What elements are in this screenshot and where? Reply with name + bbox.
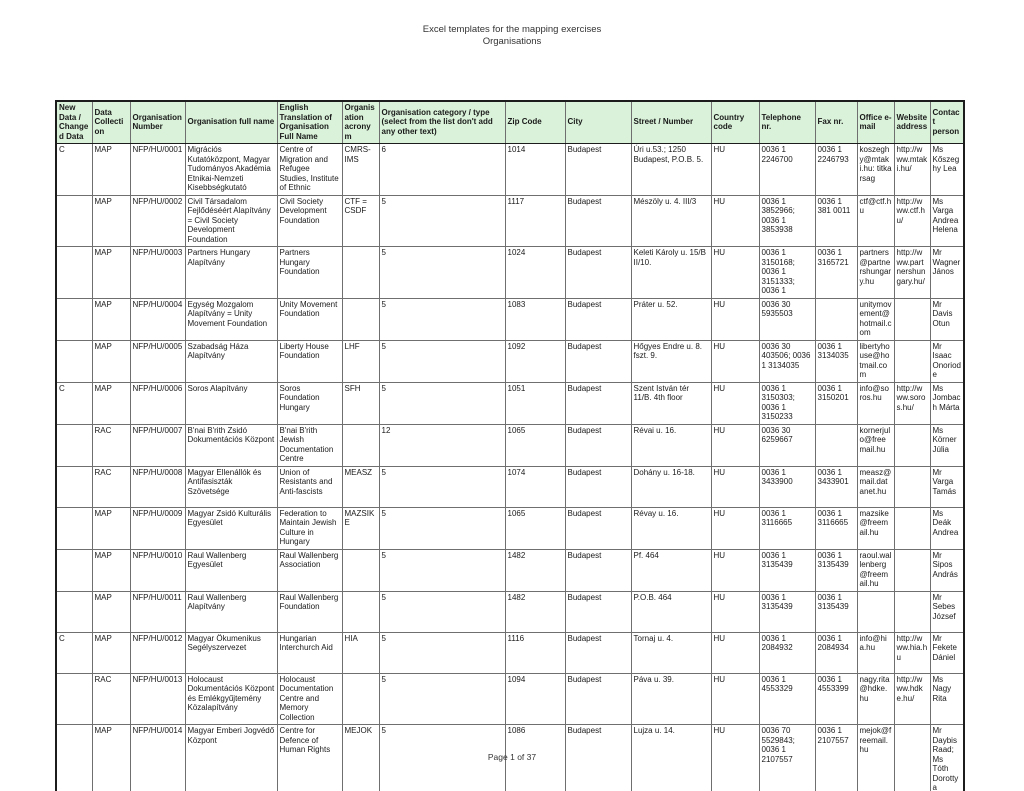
cell: Ms Deák Andrea <box>930 507 964 549</box>
cell: HU <box>711 144 759 196</box>
column-header: Organisation acronym <box>342 101 379 144</box>
cell: kornerjulo@freemail.hu <box>857 424 894 466</box>
cell: HU <box>711 549 759 591</box>
cell <box>894 466 930 507</box>
cell: NFP/HU/0003 <box>130 247 185 299</box>
cell: HU <box>711 247 759 299</box>
cell: Keleti Károly u. 15/B II/10. <box>631 247 711 299</box>
cell: RAC <box>92 673 130 725</box>
column-header: Organisation category / type (select from the list don't add any other text) <box>379 101 505 144</box>
cell: MEJOK <box>342 725 379 791</box>
cell: Budapest <box>565 507 631 549</box>
cell: MAP <box>92 247 130 299</box>
cell: 5 <box>379 247 505 299</box>
table-row <box>56 340 964 382</box>
column-header: Fax nr. <box>815 101 857 144</box>
cell: raoul.wallenberg@freemail.hu <box>857 549 894 591</box>
cell: Hungarian Interchurch Aid <box>277 632 342 673</box>
cell <box>342 424 379 466</box>
cell <box>894 340 930 382</box>
cell <box>56 247 92 299</box>
cell: HIA <box>342 632 379 673</box>
cell: 1065 <box>505 507 565 549</box>
cell: Ms Körner Júlia <box>930 424 964 466</box>
column-header: City <box>565 101 631 144</box>
cell: NFP/HU/0010 <box>130 549 185 591</box>
cell: koszeghy@mtaki.hu: titkarsag <box>857 144 894 196</box>
cell: Partners Hungary Foundation <box>277 247 342 299</box>
cell: HU <box>711 382 759 424</box>
cell: Unity Movement Foundation <box>277 298 342 340</box>
cell: Ms Varga Andrea Helena <box>930 195 964 247</box>
cell: Mr Fekete Dániel <box>930 632 964 673</box>
cell: Holocaust Documentation Centre and Memory Collection <box>277 673 342 725</box>
cell: Budapest <box>565 466 631 507</box>
org-table-body <box>56 144 964 791</box>
cell: Úri u.53.; 1250 Budapest, P.O.B. 5. <box>631 144 711 196</box>
cell: Liberty House Foundation <box>277 340 342 382</box>
cell: MAP <box>92 382 130 424</box>
cell: 5 <box>379 466 505 507</box>
cell <box>56 424 92 466</box>
table-row <box>56 632 964 673</box>
cell: info@soros.hu <box>857 382 894 424</box>
cell: Budapest <box>565 382 631 424</box>
cell <box>56 673 92 725</box>
cell: Budapest <box>565 673 631 725</box>
cell: SFH <box>342 382 379 424</box>
cell: B'nai B'rith Zsidó Dokumentációs Központ <box>185 424 277 466</box>
cell <box>342 591 379 632</box>
cell: MAP <box>92 549 130 591</box>
cell: Szabadság Háza Alapítvány <box>185 340 277 382</box>
cell: 0036 1 2107557 <box>815 725 857 791</box>
cell: HU <box>711 507 759 549</box>
cell: Páva u. 39. <box>631 673 711 725</box>
cell <box>56 507 92 549</box>
cell: NFP/HU/0014 <box>130 725 185 791</box>
cell: NFP/HU/0011 <box>130 591 185 632</box>
cell: 0036 30 6259667 <box>759 424 815 466</box>
cell: Mr Sebes József <box>930 591 964 632</box>
cell: Raul Wallenberg Foundation <box>277 591 342 632</box>
cell: 12 <box>379 424 505 466</box>
cell: nagy.rita@hdke.hu <box>857 673 894 725</box>
cell: 5 <box>379 298 505 340</box>
cell: 0036 1 3150201 <box>815 382 857 424</box>
cell: Federation to Maintain Jewish Culture in Hungary <box>277 507 342 549</box>
cell: Soros Alapítvány <box>185 382 277 424</box>
cell: unitymovement@hotmail.com <box>857 298 894 340</box>
column-header: Organisation full name <box>185 101 277 144</box>
cell: MAP <box>92 195 130 247</box>
cell: Migrációs Kutatóközpont, Magyar Tudományos Akadémia Etnikai-Nemzeti Kisebbségkutató <box>185 144 277 196</box>
cell: LHF <box>342 340 379 382</box>
cell: http://www.partnershungary.hu/ <box>894 247 930 299</box>
cell: 0036 1 3150303; 0036 1 3150233 <box>759 382 815 424</box>
cell: 5 <box>379 340 505 382</box>
cell: C <box>56 632 92 673</box>
cell: 5 <box>379 673 505 725</box>
cell <box>815 298 857 340</box>
cell: 0036 1 3135439 <box>815 591 857 632</box>
cell: measz@mail.datanet.hu <box>857 466 894 507</box>
cell: 0036 1 3135439 <box>815 549 857 591</box>
cell: HU <box>711 725 759 791</box>
cell: Hőgyes Endre u. 8. fszt. 9. <box>631 340 711 382</box>
cell: 0036 1 3433900 <box>759 466 815 507</box>
cell: 0036 1 2246793 <box>815 144 857 196</box>
cell: Pf. 464 <box>631 549 711 591</box>
table-row <box>56 144 964 196</box>
cell: Budapest <box>565 632 631 673</box>
cell <box>857 591 894 632</box>
cell: Lujza u. 14. <box>631 725 711 791</box>
cell: 0036 1 3150168; 0036 1 3151333; 0036 1 <box>759 247 815 299</box>
column-header: Zip Code <box>505 101 565 144</box>
table-row <box>56 424 964 466</box>
column-header: Website address <box>894 101 930 144</box>
cell: Centre for Defence of Human Rights <box>277 725 342 791</box>
cell: 5 <box>379 195 505 247</box>
cell: MAP <box>92 340 130 382</box>
organisations-table-wrapper <box>55 100 963 791</box>
cell: 1117 <box>505 195 565 247</box>
cell: Révai u. 16. <box>631 424 711 466</box>
cell: libertyhouse@hotmail.com <box>857 340 894 382</box>
cell: Union of Resistants and Anti-fascists <box>277 466 342 507</box>
cell <box>56 591 92 632</box>
column-header: Street / Number <box>631 101 711 144</box>
cell: Egység Mozgalom Alapítvány = Unity Movement Foundation <box>185 298 277 340</box>
cell: 0036 1 4553399 <box>815 673 857 725</box>
header-row <box>56 101 964 144</box>
cell: Mr Wagner János <box>930 247 964 299</box>
cell: 0036 1 3433901 <box>815 466 857 507</box>
cell: Ms Jombach Márta <box>930 382 964 424</box>
cell: 5 <box>379 632 505 673</box>
cell: MAP <box>92 507 130 549</box>
cell: CMRS-IMS <box>342 144 379 196</box>
table-row <box>56 247 964 299</box>
cell: 1024 <box>505 247 565 299</box>
cell <box>56 466 92 507</box>
cell: Práter u. 52. <box>631 298 711 340</box>
cell: 0036 1 3134035 <box>815 340 857 382</box>
cell <box>894 298 930 340</box>
cell: HU <box>711 195 759 247</box>
cell: MAP <box>92 144 130 196</box>
cell: 1014 <box>505 144 565 196</box>
column-header: Country code <box>711 101 759 144</box>
cell: NFP/HU/0005 <box>130 340 185 382</box>
cell: HU <box>711 632 759 673</box>
table-row <box>56 549 964 591</box>
cell: 0036 30 5935503 <box>759 298 815 340</box>
cell <box>894 591 930 632</box>
table-row <box>56 466 964 507</box>
cell: MAP <box>92 591 130 632</box>
cell: HU <box>711 591 759 632</box>
cell: Soros Foundation Hungary <box>277 382 342 424</box>
cell <box>342 298 379 340</box>
cell: RAC <box>92 424 130 466</box>
cell: Mr Isaac Onoriode <box>930 340 964 382</box>
column-header: Organisation Number <box>130 101 185 144</box>
cell: 0036 1 3165721 <box>815 247 857 299</box>
document-title-line1: Excel templates for the mapping exercises <box>422 24 602 35</box>
column-header: Data Collection <box>92 101 130 144</box>
cell: 0036 1 381 0011 <box>815 195 857 247</box>
cell: Budapest <box>565 247 631 299</box>
cell: 1051 <box>505 382 565 424</box>
cell <box>342 549 379 591</box>
cell: Mr Varga Tamás <box>930 466 964 507</box>
cell: Dohány u. 16-18. <box>631 466 711 507</box>
cell: Holocaust Dokumentációs Központ és Emlékgyűjtemény Közalapítvány <box>185 673 277 725</box>
cell: 5 <box>379 549 505 591</box>
table-row <box>56 591 964 632</box>
cell: NFP/HU/0002 <box>130 195 185 247</box>
cell: 1482 <box>505 591 565 632</box>
cell: 0036 30 403506; 0036 1 3134035 <box>759 340 815 382</box>
cell: 5 <box>379 725 505 791</box>
cell: NFP/HU/0007 <box>130 424 185 466</box>
cell: Civil Társadalom Fejlődéséért Alapítvány = Civil Society Development Foundation <box>185 195 277 247</box>
column-header: Telephone nr. <box>759 101 815 144</box>
cell: Magyar Zsidó Kulturális Egyesület <box>185 507 277 549</box>
cell: Raul Wallenberg Egyesület <box>185 549 277 591</box>
cell: Mr Sipos András <box>930 549 964 591</box>
cell: MAP <box>92 632 130 673</box>
cell <box>894 549 930 591</box>
cell: NFP/HU/0013 <box>130 673 185 725</box>
cell: 0036 1 3116665 <box>815 507 857 549</box>
cell <box>342 247 379 299</box>
cell: Budapest <box>565 424 631 466</box>
cell: 5 <box>379 507 505 549</box>
cell: C <box>56 144 92 196</box>
cell: MAZSIKE <box>342 507 379 549</box>
cell: 6 <box>379 144 505 196</box>
cell: 0036 1 2084932 <box>759 632 815 673</box>
cell: Révay u. 16. <box>631 507 711 549</box>
cell: 1092 <box>505 340 565 382</box>
cell: 0036 70 5529843; 0036 1 2107557 <box>759 725 815 791</box>
column-header: English Translation of Organisation Full Name <box>277 101 342 144</box>
cell: Ms Nagy Rita <box>930 673 964 725</box>
cell: http://www.hia.hu <box>894 632 930 673</box>
cell: Raul Wallenberg Alapítvány <box>185 591 277 632</box>
cell: 5 <box>379 382 505 424</box>
cell: NFP/HU/0004 <box>130 298 185 340</box>
cell: 5 <box>379 591 505 632</box>
cell <box>894 507 930 549</box>
cell: 1116 <box>505 632 565 673</box>
cell: 0036 1 3135439 <box>759 549 815 591</box>
cell: Mr Davis Otun <box>930 298 964 340</box>
cell: 1094 <box>505 673 565 725</box>
cell: 0036 1 4553329 <box>759 673 815 725</box>
cell <box>342 673 379 725</box>
cell: Mészöly u. 4. III/3 <box>631 195 711 247</box>
cell: Centre of Migration and Refugee Studies, Institute of Ethnic <box>277 144 342 196</box>
cell: Budapest <box>565 591 631 632</box>
cell: mejok@freemail.hu <box>857 725 894 791</box>
cell: P.O.B. 464 <box>631 591 711 632</box>
cell <box>56 340 92 382</box>
cell: CTF = CSDF <box>342 195 379 247</box>
cell: HU <box>711 466 759 507</box>
page-number: Page 1 of 37 <box>487 752 537 762</box>
cell: 0036 1 2246700 <box>759 144 815 196</box>
cell: MAP <box>92 298 130 340</box>
cell: ctf@ctf.hu <box>857 195 894 247</box>
cell: 1074 <box>505 466 565 507</box>
cell: C <box>56 382 92 424</box>
cell: HU <box>711 424 759 466</box>
cell: http://www.ctf.hu/ <box>894 195 930 247</box>
table-row <box>56 382 964 424</box>
cell: Mr Daybis Raad; Ms Tóth Dorottya <box>930 725 964 791</box>
cell: MEASZ <box>342 466 379 507</box>
cell: 0036 1 3135439 <box>759 591 815 632</box>
cell: Partners Hungary Alapítvány <box>185 247 277 299</box>
organisations-table <box>55 100 965 791</box>
cell: http://www.mtaki.hu/ <box>894 144 930 196</box>
cell <box>815 424 857 466</box>
cell: Budapest <box>565 144 631 196</box>
cell: Ms Kőszeghy Lea <box>930 144 964 196</box>
document-title-line2: Organisations <box>482 36 542 47</box>
cell: MAP <box>92 725 130 791</box>
table-row <box>56 298 964 340</box>
cell: NFP/HU/0008 <box>130 466 185 507</box>
cell: Budapest <box>565 195 631 247</box>
cell: 1083 <box>505 298 565 340</box>
cell: Budapest <box>565 298 631 340</box>
cell <box>56 549 92 591</box>
cell: http://www.hdke.hu/ <box>894 673 930 725</box>
column-header: Office e-mail <box>857 101 894 144</box>
cell: 0036 1 2084934 <box>815 632 857 673</box>
column-header: Contact person <box>930 101 964 144</box>
cell <box>56 298 92 340</box>
cell: NFP/HU/0009 <box>130 507 185 549</box>
cell: Budapest <box>565 725 631 791</box>
document-title <box>0 24 1024 48</box>
cell: Tornaj u. 4. <box>631 632 711 673</box>
cell: HU <box>711 340 759 382</box>
cell: 1086 <box>505 725 565 791</box>
cell: B'nai B'rith Jewish Documentation Centre <box>277 424 342 466</box>
cell: 0036 1 3852966; 0036 1 3853938 <box>759 195 815 247</box>
cell: Budapest <box>565 340 631 382</box>
cell: partners@partnershungary.hu <box>857 247 894 299</box>
cell: Szent István tér 11/B. 4th floor <box>631 382 711 424</box>
table-row <box>56 673 964 725</box>
cell: Magyar Ökumenikus Segélyszervezet <box>185 632 277 673</box>
cell <box>894 424 930 466</box>
cell: 1482 <box>505 549 565 591</box>
cell: 0036 1 3116665 <box>759 507 815 549</box>
cell: Raul Wallenberg Association <box>277 549 342 591</box>
table-row <box>56 507 964 549</box>
cell: HU <box>711 298 759 340</box>
cell: Magyar Emberi Jogvédő Központ <box>185 725 277 791</box>
cell: 1065 <box>505 424 565 466</box>
cell: HU <box>711 673 759 725</box>
cell: http://www.soros.hu/ <box>894 382 930 424</box>
table-row <box>56 195 964 247</box>
cell: Magyar Ellenállók és Antifasiszták Szövetsége <box>185 466 277 507</box>
cell: mazsike@freemail.hu <box>857 507 894 549</box>
cell: NFP/HU/0006 <box>130 382 185 424</box>
cell: Civil Society Development Foundation <box>277 195 342 247</box>
column-header: New Data / Changed Data <box>56 101 92 144</box>
cell <box>56 195 92 247</box>
cell: NFP/HU/0012 <box>130 632 185 673</box>
cell: RAC <box>92 466 130 507</box>
cell: Budapest <box>565 549 631 591</box>
cell: NFP/HU/0001 <box>130 144 185 196</box>
cell: info@hia.hu <box>857 632 894 673</box>
